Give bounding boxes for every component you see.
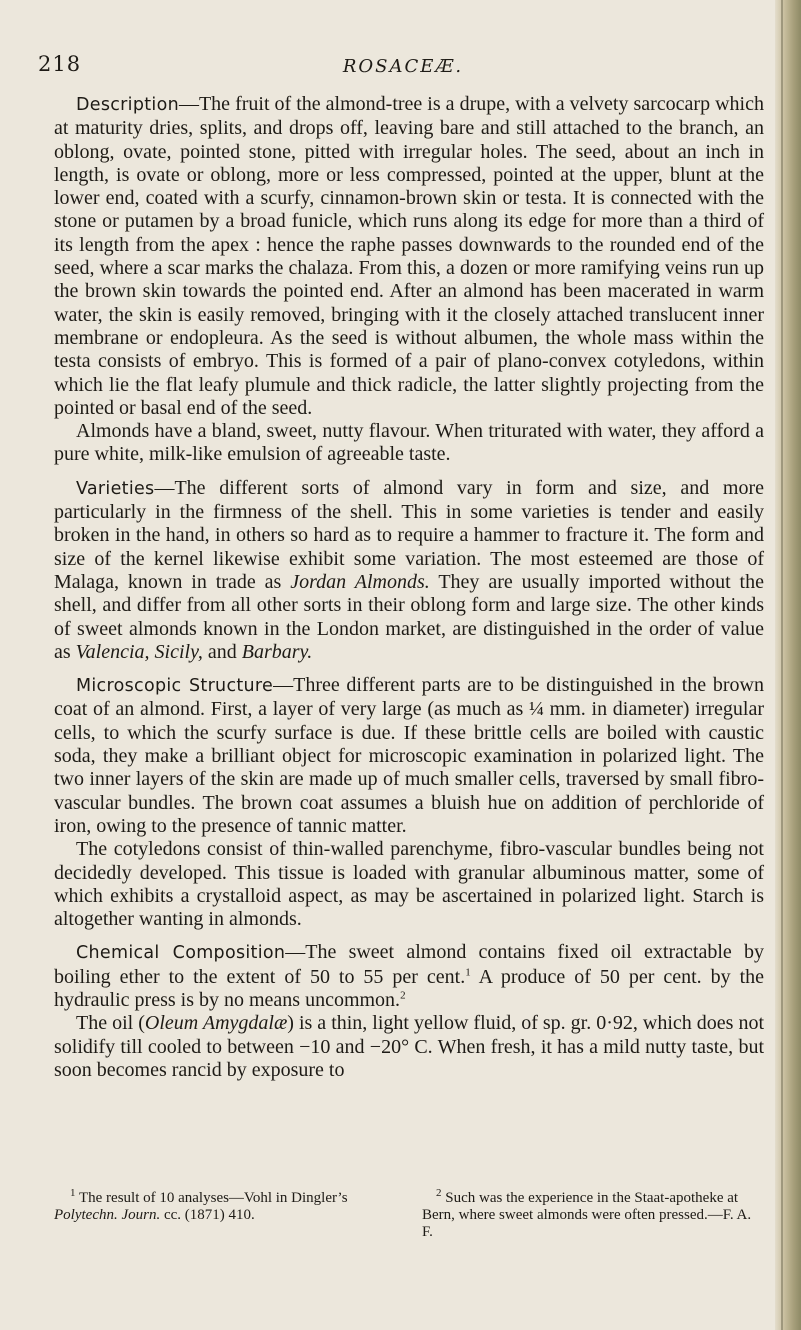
oil-latin-name: Oleum Amygdalæ [144,1012,288,1035]
variety-barbary: Barbary. [241,640,313,663]
running-head: ROSACEÆ. [342,56,464,77]
jordan-almonds-term: Jordan Almonds. [290,570,430,593]
microscopic-paragraph-2: The cotyledons consist of thin-walled parenchyme, fibro-vascular bundles being not decidedly developed. This tissue is loaded with granular albuminous matter, some of which exhibits a crystalloid aspect, as may be ascertained in polarized light. Starch is altogether wanting in almonds. [54,838,764,931]
chemical-paragraph-2: The oil (Oleum Amygdalæ) is a thin, light yellow fluid, of sp. gr. 0·92, which does not solidify till cooled to between −10 and −20° C. When fresh, it has a mild nutty taste, but soon becomes rancid by exposure to [54,1012,764,1081]
footnote-ref-2: 2 [400,989,406,1002]
description-paragraph-2: Almonds have a bland, sweet, nutty flavour. When triturated with water, they afford a pure white, milk-like emulsion of agreeable taste. [54,420,764,466]
page-header [38,52,768,86]
body-text [54,93,764,1082]
chemical-paragraph: Chemical Composition—The sweet almond contains fixed oil extractable by boiling ether to the extent of 50 to 55 per cent.$^1$ A produce of 50 per cent. by the hydraulic press is by no means uncommon.$^2$ [54,941,765,1011]
page-number: 218 [38,52,82,76]
microscopic-paragraph: Microscopic Structure—Three different parts are to be distinguished in the brown coat of an almond. First, a layer of very large (as much as ¼ mm. in diameter) irregular cells, to which the scurfy surface is due. If these brittle cells are boiled with caustic soda, they make a brilliant object for microscopic examination in polarized light. The two inner layers of the skin are made up of much smaller cells, traversed by small fibro-vascular bundles. The brown coat assumes a bluish hue on addition of perchloride of iron, owing to the presence of tannic matter. [54,674,764,837]
footnote-2: $^2$ Such was the experience in the Staat-apotheke at Bern, where sweet almonds were often pressed.—F. A. F. [422,1187,752,1240]
journal-name: Polytechn. Journ. [54,1207,161,1223]
chemical-heading: Chemical Composition [76,943,286,964]
page-edge [775,0,801,1330]
footnote-1: $^1$ The result of 10 analyses—Vohl in Dingler’s Polytechn. Journ. cc. (1871) 410. [54,1187,348,1223]
description-paragraph: Description—The fruit of the almond-tree is a drupe, with a velvety sarcocarp which at maturity dries, splits, and drops off, leaving bare and still attached to the branch, an oblong, ovate, pointed stone, pitted with irregular holes. The seed, about an inch in length, is ovate or oblong, more or less compressed, pointed at the upper, blunt at the lower end, coated with a scurfy, cinnamon-brown skin or testa. It is connected with the stone or putamen by a broad funicle, which runs along its edge for more than a third of its length from the apex : hence the raphe passes downwards to the rounded end of the seed, where a scar marks the chalaza. From this, a dozen or more ramifying veins run up the brown skin towards the pointed end. After an almond has been macerated in warm water, the skin is easily removed, bringing with it the closely attached translucent inner membrane or endopleura. As the seed is without albumen, the whole mass within the testa consists of embryo. This is formed of a pair of plano-convex cotyledons, within which lie the flat leafy plumule and thick radicle, the latter slightly projecting from the pointed or basal end of the seed. [54,93,764,419]
varieties-paragraph: Varieties—The different sorts of almond vary in form and size, and more particularly in the firmness of the shell. This in some varieties is tender and easily broken in the hand, in others so hard as to require a hammer to fracture it. The form and size of the kernel likewise exhibit some variation. The most esteemed are those of Malaga, known in trade as Jordan Almonds. They are usually imported without the shell, and differ from all other sorts in their oblong form and large size. The other kinds of sweet almonds known in the London market, are distinguished in the order of value as Valencia, Sicily, and Barbary. [54,476,764,663]
footnote-ref-1: 1 [465,966,471,979]
varieties-heading: Varieties [76,478,155,499]
variety-places: Valencia, Sicily, [75,640,203,663]
microscopic-heading: Microscopic Structure [76,676,274,697]
footnotes [54,1187,764,1241]
description-heading: Description [76,95,179,115]
